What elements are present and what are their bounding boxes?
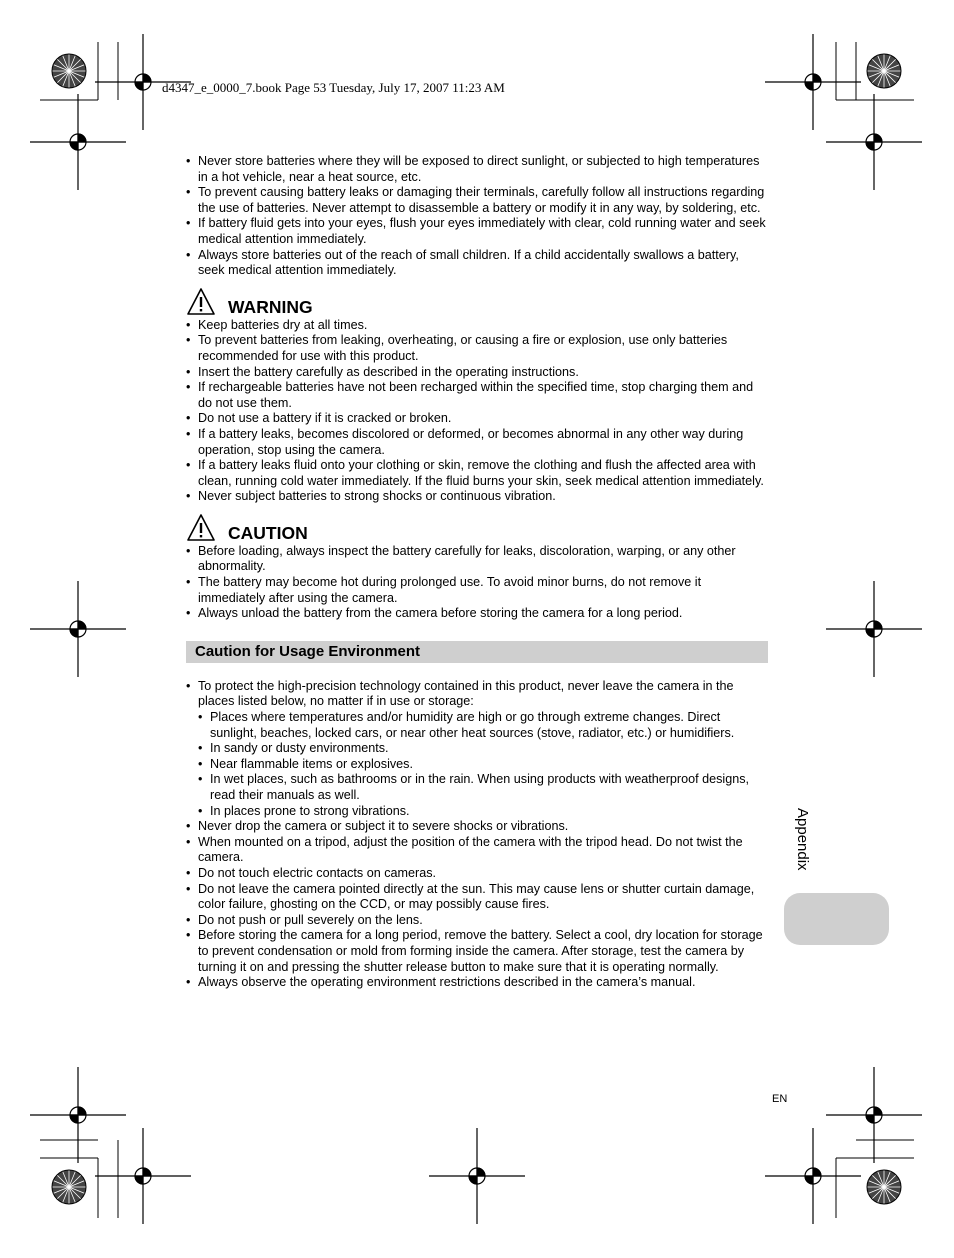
list-item: • The battery may become hot during prolonged use. To avoid minor burns, do not remove it immediately after using the camera. <box>186 575 768 606</box>
appendix-label: Appendix <box>794 808 811 871</box>
list-item: • Always store batteries out of the reach of small children. If a child accidentally swallows a battery, seek medical attention immediately. <box>186 248 768 279</box>
list-item: • Always observe the operating environment restrictions described in the camera’s manual. <box>186 975 768 991</box>
list-item: • Never subject batteries to strong shocks or continuous vibration. <box>186 489 768 505</box>
appendix-tab <box>784 893 889 945</box>
list-item: • Do not touch electric contacts on cameras. <box>186 866 768 882</box>
warning-triangle-icon <box>186 287 216 317</box>
usage-sub-list <box>198 710 768 819</box>
list-item: • Always unload the battery from the camera before storing the camera for a long period. <box>186 606 768 622</box>
warning-title: WARNING <box>228 296 313 317</box>
warning-list <box>186 318 768 505</box>
book-info-line: d4347_e_0000_7.book Page 53 Tuesday, July 17, 2007 11:23 AM <box>162 80 505 95</box>
list-item: • Do not use a battery if it is cracked or broken. <box>186 411 768 427</box>
list-item: • Before loading, always inspect the battery carefully for leaks, discoloration, warping, or any other abnormality. <box>186 544 768 575</box>
list-item: • Places where temperatures and/or humidity are high or go through extreme changes. Direct sunlight, beaches, locked cars, or near other heat sources (stove, radiator, etc.) or humidifiers. <box>198 710 768 741</box>
usage-list <box>186 679 768 991</box>
language-code: EN <box>772 1093 788 1105</box>
list-item: • Never drop the camera or subject it to severe shocks or vibrations. <box>186 819 768 835</box>
list-item: • To prevent causing battery leaks or damaging their terminals, carefully follow all instructions regarding the use of batteries. Never attempt to disassemble a battery or modify it in any way, by soldering, etc. <box>186 185 768 216</box>
intro-list <box>186 154 768 279</box>
caution-heading <box>186 513 768 543</box>
list-item <box>186 679 768 819</box>
list-item: • In sandy or dusty environments. <box>198 741 768 757</box>
caution-title: CAUTION <box>228 522 308 543</box>
list-item: • Do not leave the camera pointed directly at the sun. This may cause lens or shutter curtain damage, color failure, ghosting on the CCD, or may possibly cause fires. <box>186 882 768 913</box>
list-item: • If a battery leaks fluid onto your clothing or skin, remove the clothing and flush the affected area with clean, running cold water immediately. If the fluid burns your skin, seek medical attention immediately. <box>186 458 768 489</box>
list-item: • In wet places, such as bathrooms or in the rain. When using products with weatherproof designs, read their manuals as well. <box>198 772 768 803</box>
list-item: • Before storing the camera for a long period, remove the battery. Select a cool, dry location for storage to prevent condensation or mold from forming inside the camera. After storage, test the camera by turning it on and pressing the shutter release button to make sure that it is operating normally. <box>186 928 768 975</box>
list-item: • In places prone to strong vibrations. <box>198 804 768 820</box>
page-body <box>186 154 768 991</box>
list-item: • Never store batteries where they will be exposed to direct sunlight, or subjected to high temperatures in a hot vehicle, near a heat source, etc. <box>186 154 768 185</box>
list-item: • Do not push or pull severely on the lens. <box>186 913 768 929</box>
list-item: • To prevent batteries from leaking, overheating, or causing a fire or explosion, use only batteries recommended for use with this product. <box>186 333 768 364</box>
appendix-tab-label <box>791 808 811 888</box>
warning-heading <box>186 287 768 317</box>
list-item: • Insert the battery carefully as described in the operating instructions. <box>186 365 768 381</box>
list-item: • If rechargeable batteries have not been recharged within the specified time, stop charging them and do not use them. <box>186 380 768 411</box>
list-item: • Near flammable items or explosives. <box>198 757 768 773</box>
usage-lead: To protect the high-precision technology contained in this product, never leave the camera in the places listed below, no matter if in use or storage: <box>198 678 734 709</box>
list-item: • When mounted on a tripod, adjust the position of the camera with the tripod head. Do not twist the camera. <box>186 835 768 866</box>
usage-environment-heading: Caution for Usage Environment <box>186 641 768 663</box>
caution-list <box>186 544 768 622</box>
list-item: • Keep batteries dry at all times. <box>186 318 768 334</box>
list-item: • If battery fluid gets into your eyes, flush your eyes immediately with clear, cold running water and seek medical attention immediately. <box>186 216 768 247</box>
list-item: • If a battery leaks, becomes discolored or deformed, or becomes abnormal in any other way during operation, stop using the camera. <box>186 427 768 458</box>
warning-triangle-icon <box>186 513 216 543</box>
